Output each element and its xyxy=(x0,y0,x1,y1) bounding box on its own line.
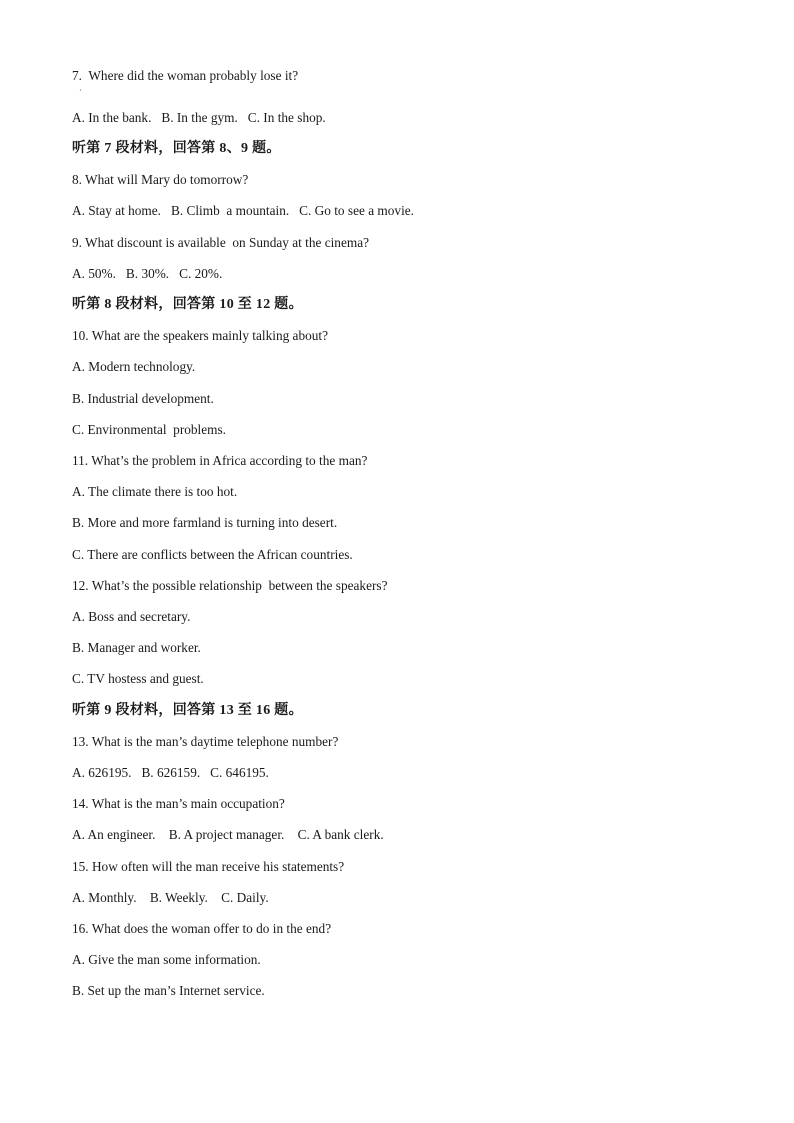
question-12-option-a: A. Boss and secretary. xyxy=(72,609,191,624)
question-12: 12. What’s the possible relationship between the speakers? xyxy=(72,578,388,593)
question-11-option-b: B. More and more farmland is turning into desert. xyxy=(72,515,338,530)
question-16-option-b: B. Set up the man’s Internet service. xyxy=(72,983,265,998)
question-11-option-c: C. There are conflicts between the African countries. xyxy=(72,547,353,562)
question-16-option-a: A. Give the man some information. xyxy=(72,952,261,967)
section-heading-9: 听第 9 段材料，回答第 13 至 16 题。 xyxy=(72,703,303,718)
question-9: 9. What discount is available on Sunday at the cinema? xyxy=(72,235,370,250)
question-9-options: A. 50%. B. 30%. C. 20%. xyxy=(72,266,223,281)
question-15: 15. How often will the man receive his statements? xyxy=(72,859,345,874)
question-8-options: A. Stay at home. B. Climb a mountain. C. Go to see a movie. xyxy=(72,203,414,218)
question-15-options: A. Monthly. B. Weekly. C. Daily. xyxy=(72,890,269,905)
section-heading-8: 听第 8 段材料，回答第 10 至 12 题。 xyxy=(72,297,303,312)
question-10-option-c: C. Environmental problems. xyxy=(72,422,226,437)
question-13-options: A. 626195. B. 626159. C. 646195. xyxy=(72,765,269,780)
question-14-options: A. An engineer. B. A project manager. C. A bank clerk. xyxy=(72,827,384,842)
question-7-options: A. In the bank. B. In the gym. C. In the shop. xyxy=(72,110,326,125)
question-11-option-a: A. The climate there is too hot. xyxy=(72,484,238,499)
stray-dot: · xyxy=(79,86,82,95)
question-11: 11. What’s the problem in Africa according to the man? xyxy=(72,453,368,468)
section-heading-7: 听第 7 段材料，回答第 8、9 题。 xyxy=(72,141,281,156)
question-10-option-b: B. Industrial development. xyxy=(72,391,214,406)
question-14: 14. What is the man’s main occupation? xyxy=(72,796,285,811)
question-12-option-c: C. TV hostess and guest. xyxy=(72,671,204,686)
question-8: 8. What will Mary do tomorrow? xyxy=(72,172,249,187)
question-12-option-b: B. Manager and worker. xyxy=(72,640,201,655)
question-16: 16. What does the woman offer to do in the end? xyxy=(72,921,332,936)
question-10: 10. What are the speakers mainly talking about? xyxy=(72,328,329,343)
question-10-option-a: A. Modern technology. xyxy=(72,359,196,374)
question-13: 13. What is the man’s daytime telephone number? xyxy=(72,734,339,749)
question-7: 7. Where did the woman probably lose it? xyxy=(72,68,299,83)
